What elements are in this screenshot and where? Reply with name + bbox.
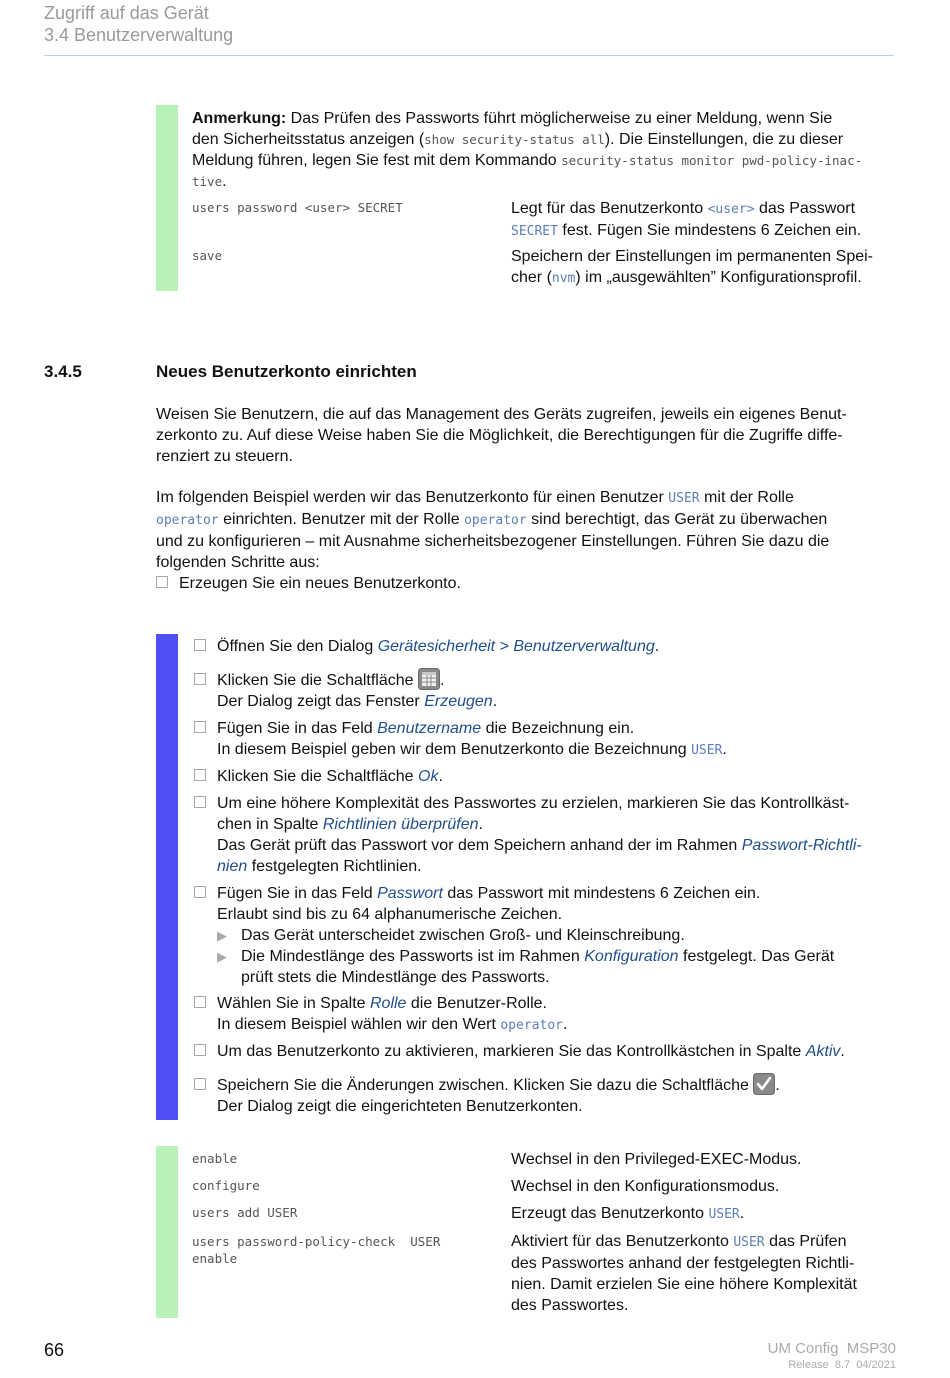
step-click-ok: Klicken Sie die Schaltfläche Ok. — [194, 766, 894, 787]
cli-cmd-users-add: users add USER — [192, 1205, 298, 1220]
header-section: 3.4 Benutzerverwaltung — [44, 25, 234, 45]
cli-desc-configure: Wechsel in den Konfigurationsmodus. — [511, 1178, 780, 1195]
checkmark-icon — [753, 1073, 775, 1095]
page-number: 66 — [44, 1340, 65, 1360]
step-policy-check: Um eine höhere Komplexität des Passwortes zu erzielen, markieren Sie das Kontrollkäst- chen in Spalte Richtlinien überprüfen. Das Gerät prüft das Passwort vor dem Speichern anhand der im Rahmen Passwort-Richtli- nien festgelegten Richtlinien. — [194, 793, 894, 877]
checkbox-icon — [156, 576, 168, 588]
cli-cmd-users-password: users password <user> SECRET — [192, 200, 403, 215]
ui-path-benutzerverwaltung: Gerätesicherheit > Benutzerverwaltung — [377, 638, 655, 655]
intro-paragraph-2: Im folgenden Beispiel werden wir das Benutzerkonto für einen Benutzer USER mit der Rolle operator einrichten. Benutzer mit der Rolle operator sind berechtigt, das Gerät zu überwachen und zu konfigurieren – mit Ausnahme sicherheitsbezogener Einstellungen. Führen Sie dazu die folgenden Schritte aus: Erzeugen Sie ein neues Benutzerkonto. — [156, 489, 830, 592]
cli-desc-password-policy: Aktiviert für das Benutzerkonto USER das Prüfen des Passwortes anhand der festgelegten Richtli- nien. Damit erzielen Sie eine höhere Komplexität des Passwortes. — [511, 1233, 857, 1314]
create-icon — [418, 668, 440, 690]
checkbox-icon — [194, 769, 206, 781]
header-chapter: Zugriff auf das Gerät — [44, 3, 209, 23]
checkbox-icon — [194, 673, 206, 685]
checkbox-icon — [194, 721, 206, 733]
cli-cmd-password-policy: users password-policy-check USER enable — [192, 1234, 441, 1266]
checkbox-icon — [194, 639, 206, 651]
checkbox-icon — [194, 1078, 206, 1090]
triangle-bullet-icon: ▶ — [217, 928, 227, 943]
step-click-create: Klicken Sie die Schaltfläche . Der Dialog zeigt das Fenster Erzeugen. — [194, 668, 894, 712]
footer-doc-title: UM Config MSP30 — [767, 1340, 896, 1357]
code-security-status: security-status monitor pwd-policy-inac- — [561, 153, 863, 168]
cli-desc-users-password: Legt für das Benutzerkonto <user> das Passwort SECRET fest. Fügen Sie mindestens 6 Zeichen ein. — [511, 200, 862, 239]
section-number: 3.4.5 — [44, 362, 82, 381]
step-save: Speichern Sie die Änderungen zwischen. Klicken Sie dazu die Schaltfläche . Der Dialog zeigt die eingerichteten Benutzerkonten. — [194, 1073, 894, 1117]
cli-cmd-enable: enable — [192, 1151, 238, 1166]
footer-release: Release 8.7 04/2021 — [788, 1359, 896, 1371]
cli-cmd-configure: configure — [192, 1178, 260, 1193]
intro-paragraph-1: Weisen Sie Benutzern, die auf das Management des Geräts zugreifen, jeweils ein eigenes Benut- zerkonto zu. Auf diese Weise haben Sie die Möglichkeit, die Berechtigungen für die Zugriffe diffe- renziert zu steuern. — [156, 406, 847, 465]
cli-bar — [156, 1146, 178, 1318]
checkbox-icon — [194, 796, 206, 808]
checkbox-icon — [194, 886, 206, 898]
cli-desc-users-add: Erzeugt das Benutzerkonto USER. — [511, 1205, 745, 1222]
step-role: Wählen Sie in Spalte Rolle die Benutzer-Rolle. In diesem Beispiel wählen wir den Wert operator. — [194, 993, 894, 1036]
checkbox-icon — [194, 1044, 206, 1056]
step-activate: Um das Benutzerkonto zu aktivieren, markieren Sie das Kontrollkästchen in Spalte Aktiv. — [194, 1041, 894, 1062]
note-bar — [156, 105, 178, 291]
code-show-security: show security-status all — [424, 132, 605, 147]
step-password: Fügen Sie in das Feld Passwort das Passwort mit mindestens 6 Zeichen ein. Erlaubt sind bis zu 64 alphanumerische Zeichen. ▶ Das Gerät unterscheidet zwischen Groß- und Kleinschreibung. ▶ Die Mindestlänge des Passworts ist im Rahmen Konfiguration festgelegt. Das Gerät prüft stets die Mindestlänge des Passworts. — [194, 883, 894, 988]
note-text: Anmerkung: Das Prüfen des Passworts führt möglicherweise zu einer Meldung, wenn Sie den Sicherheitsstatus anzeigen (show security-status all). Die Einstellungen, die zu dieser Meldung führen, legen Sie fest mit dem Kommando security-status monitor pwd-policy-inac- tive. — [192, 110, 863, 190]
section-title: Neues Benutzerkonto einrichten — [156, 362, 417, 381]
checkbox-icon — [194, 996, 206, 1008]
steps-bar — [156, 634, 178, 1120]
cli-desc-enable: Wechsel in den Privileged-EXEC-Modus. — [511, 1151, 802, 1168]
step-open-dialog: Öffnen Sie den Dialog Gerätesicherheit > Benutzerverwaltung. — [194, 636, 894, 657]
task-text: Erzeugen Sie ein neues Benutzerkonto. — [179, 575, 461, 592]
cli-cmd-save: save — [192, 248, 223, 263]
note-label: Anmerkung: — [192, 110, 287, 127]
step-username: Fügen Sie in das Feld Benutzername die Bezeichnung ein. In diesem Beispiel geben wir dem Benutzerkonto die Bezeichnung USER. — [194, 718, 894, 761]
triangle-bullet-icon: ▶ — [217, 949, 227, 964]
header-divider — [44, 55, 894, 56]
cli-desc-save: Speichern der Einstellungen im permanenten Spei- cher (nvm) im „ausgewählten” Konfigurationsprofil. — [511, 248, 873, 286]
